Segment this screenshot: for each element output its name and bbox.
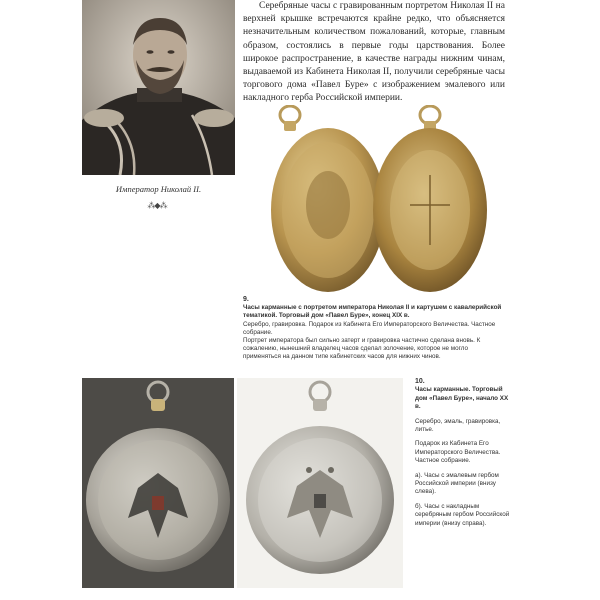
- gold-watches-photo: [270, 105, 500, 295]
- caption-10: [415, 378, 515, 534]
- portrait-image: [82, 0, 235, 175]
- caption-9: [243, 296, 505, 362]
- caption-10-materials: Серебро, эмаль, гравировка, литье.: [415, 417, 501, 434]
- caption-9-note: Портрет императора был сильно затерт и гравировка частично сделана вновь. К сожалению, нынешний владелец часов сделал золочение, которое не могло применяться на данном типе кабинетских часов для нижних чинов.: [243, 337, 481, 361]
- caption-9-title: Часы карманные с портретом императора Николая II и картушем с кавалерийской тематикой. Торговый дом «Павел Буре», конец XIX в.: [243, 304, 502, 320]
- silver-watch-enamel-image: [82, 378, 234, 588]
- silver-watch-applied-photo: [237, 378, 403, 588]
- caption-10-provenance: Подарок из Кабинета Его Императорского Величества. Частное собрание.: [415, 440, 501, 465]
- caption-9-number: 9.: [243, 296, 249, 303]
- silver-watch-enamel-photo: [82, 378, 234, 588]
- caption-10-title: Часы карманные. Торговый дом «Павел Буре», начало XX в.: [415, 386, 509, 411]
- silver-watch-applied-image: [237, 378, 403, 588]
- caption-10-note-b: б). Часы с накладным серебряным гербом Российской империи (внизу справа).: [415, 502, 510, 527]
- caption-10-note-a: а). Часы с эмалевым гербом Российской империи (внизу слева).: [415, 471, 499, 496]
- intro-paragraph: Серебряные часы с гравированным портретом Николая II на верхней крышке встречаются крайне редко, что объясняется незначительным количеством пожалований, которые, главным образом, состоялись в первые годы царствования. Более широкое распространение, в качестве награды нижним чинам, выдаваемой из Кабинета Николая II, получили серебряные часы торгового дома «Павел Буре» с изображением эмалевого или накладного герба Российской империи.: [243, 1, 505, 104]
- gold-watches-image: [270, 105, 500, 295]
- portrait-caption: Император Николай II.: [115, 184, 202, 194]
- caption-9-materials: Серебро, гравировка. Подарок из Кабинета Его Императорского Величества. Частное собрание.: [243, 320, 496, 336]
- ornament-icon: ⁂◆⁂: [147, 201, 167, 210]
- caption-10-number: 10.: [415, 378, 425, 385]
- emperor-portrait: [82, 0, 235, 175]
